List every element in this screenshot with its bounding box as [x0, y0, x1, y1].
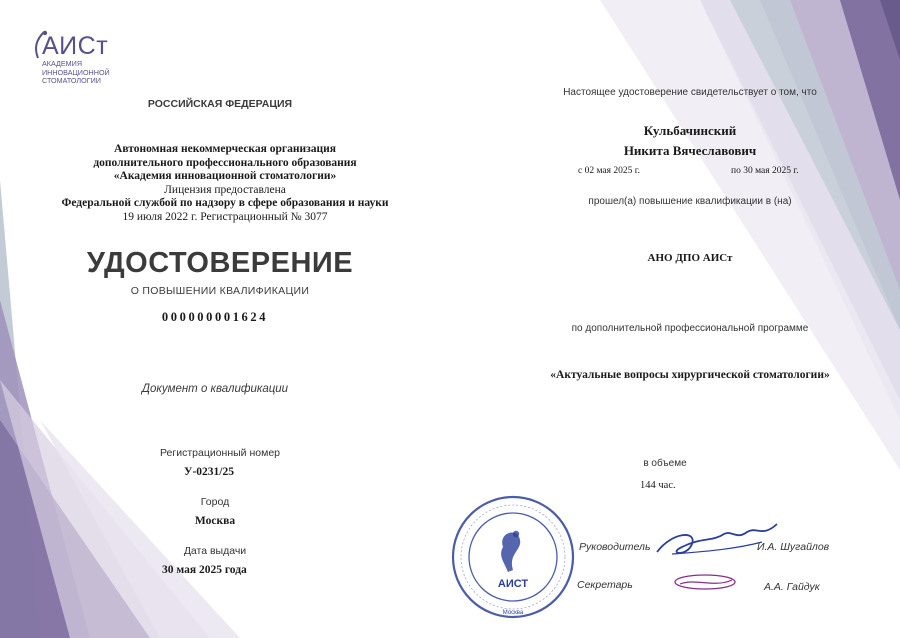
recipient-name: Кульбачинский Никита Вячеславович — [623, 123, 757, 158]
program-title: «Актуальные вопросы хирургической стоматологии» — [550, 369, 830, 381]
logo-wordmark: АИСт — [42, 32, 109, 60]
issue-date-value: 30 мая 2025 года — [162, 564, 247, 576]
program-label: по дополнительной профессиональной программе — [571, 323, 809, 334]
country-heading: РОССИЙСКАЯ ФЕДЕРАЦИЯ — [147, 98, 293, 110]
issue-date-label: Дата выдачи — [183, 545, 247, 557]
secretary-role: Секретарь — [577, 579, 633, 591]
reg-number-label: Регистрационный номер — [160, 447, 280, 459]
head-name: И.А. Шугайлов — [757, 541, 830, 553]
document-subtitle: О ПОВЫШЕНИИ КВАЛИФИКАЦИИ — [130, 285, 310, 297]
date-from: с 02 мая 2025 г. — [578, 166, 640, 176]
passed-text: прошел(а) повышение квалификации в (на) — [588, 196, 792, 207]
logo-subtitle: АКАДЕМИЯ ИННОВАЦИОННОЙ СТОМАТОЛОГИИ — [42, 59, 110, 85]
seal-stamp — [448, 492, 578, 622]
reg-number-value: У-0231/25 — [184, 466, 234, 478]
city-label: Город — [200, 496, 230, 508]
intro-text: Настоящее удостоверение свидетельствует о том, что — [563, 87, 817, 98]
document-title: УДОСТОВЕРЕНИЕ — [86, 247, 354, 279]
stamp-city: Москва — [502, 610, 524, 616]
secretary-name: А.А. Гайдук — [764, 581, 820, 593]
secretary-signature — [670, 568, 740, 598]
volume-label: в объеме — [643, 458, 687, 469]
organization-name: АНО ДПО АИСт — [647, 252, 733, 264]
head-signature — [652, 512, 782, 567]
stamp-name: АИСТ — [497, 578, 529, 590]
document-type: Документ о квалификации — [141, 383, 289, 395]
certificate-number: 000000001624 — [161, 310, 269, 324]
hours-value: 144 час. — [640, 480, 676, 491]
head-role: Руководитель — [579, 541, 651, 553]
city-value: Москва — [194, 515, 236, 527]
date-to: по 30 мая 2025 г. — [731, 166, 799, 176]
organization-block: Автономная некоммерческая организация дополнительного профессионального образования «Академия инновационной стоматологии» Лицензия предоставлена Федеральной службой по надзору в сфере образования и науки 19 июля 2022 г. Регистрационный № 3077 — [61, 143, 389, 223]
